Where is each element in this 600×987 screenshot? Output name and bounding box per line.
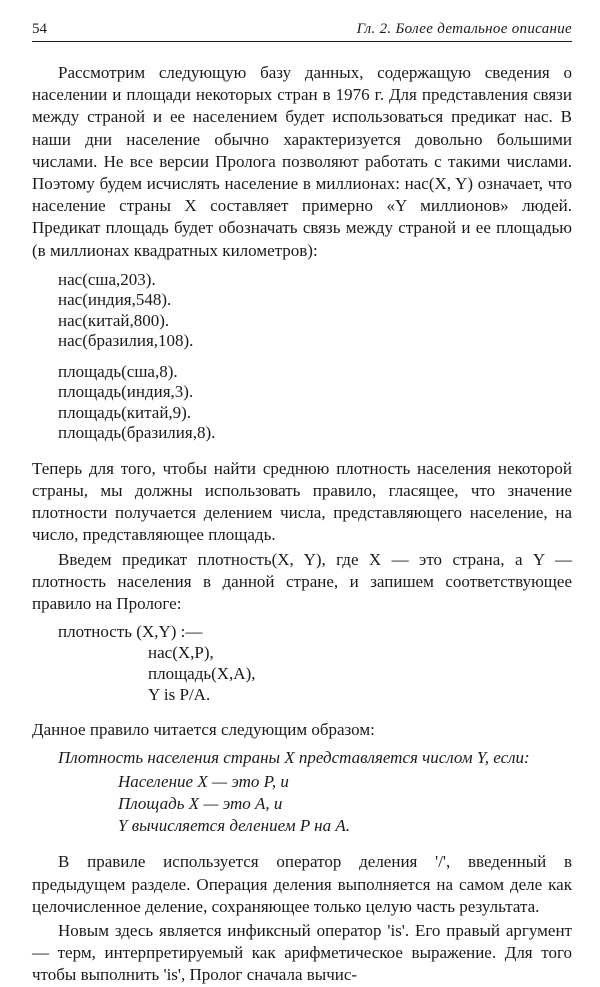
population-facts — [58, 270, 572, 352]
chapter-title: Гл. 2. Более детальное описание — [356, 21, 572, 37]
reading-line: Y вычисляется делением P на A. — [118, 816, 350, 836]
paragraph-reading-intro: Данное правило читается следующим образом: — [32, 720, 375, 740]
fact-line: нас(индия,548). — [58, 290, 172, 310]
paragraph-is-operator: Новым здесь является инфиксный оператор 'is'. Его правый аргумент — терм, интерпретируемый как арифметическое выражение. Для того чтобы выполнить 'is', Пролог сначала вычис- — [32, 921, 572, 985]
fact-line: нас(сша,203). — [58, 269, 156, 289]
paragraph-intro: Рассмотрим следующую базу данных, содержащую сведения о населении и площади некоторых стран в 1976 г. Для представления связи между страной и ее населением будет использоваться предикат нас. В наши дни население обычно характеризуется довольно большими числами. Не все версии Пролога позволяют работать с такими числами. Поэтому будем исчислять население в миллионах: нас(X, Y) означает, что население страны X составляет примерно «Y миллионов» людей. Предикат площадь будет обозначать связь между страной и ее площадью (в миллионах квадратных километров): — [32, 63, 572, 260]
rule-body-line: площадь(X,A), — [148, 664, 256, 684]
fact-line: площадь(китай,9). — [58, 402, 192, 422]
area-facts — [58, 362, 572, 444]
paragraph-predicate: Введем предикат плотность(X, Y), где X — это страна, а Y — плотность населения в данной стране, и запишем соответствующее правило на Прологе: — [32, 549, 572, 614]
paragraph-density: Теперь для того, чтобы найти среднюю плотность населения некоторой страны, мы должны использовать правило, гласящее, что значение плотности получается делением числа, представляющего население, на число, представляющее площадь. — [32, 458, 572, 545]
paragraph-division: В правиле используется оператор деления '/', введенный в предыдущем разделе. Операция деления выполняется на самом деле как целочисленное деление, сохраняющее только целую часть результата. — [32, 852, 572, 916]
page-number: 54 — [32, 21, 47, 37]
fact-line: площадь(индия,3). — [58, 382, 194, 402]
rule-head: плотность (X,Y) :— — [58, 622, 203, 642]
reading-lines — [118, 771, 572, 837]
fact-line: площадь(бразилия,8). — [58, 423, 216, 443]
book-page — [32, 20, 572, 987]
reading-line: Население X — это P, и — [118, 772, 289, 792]
fact-line: нас(бразилия,108). — [58, 331, 194, 351]
fact-line: нас(китай,800). — [58, 310, 170, 330]
reading-line: Площадь X — это A, и — [118, 794, 283, 814]
fact-line: площадь(сша,8). — [58, 361, 178, 381]
rule-body-line: нас(X,P), — [148, 643, 214, 663]
rule-body-line: Y is P/A. — [148, 685, 211, 705]
reading-lead: Плотность населения страны X представляется числом Y, если: — [58, 748, 530, 768]
spacer — [32, 352, 572, 362]
running-head — [32, 20, 572, 42]
density-rule — [58, 621, 572, 705]
